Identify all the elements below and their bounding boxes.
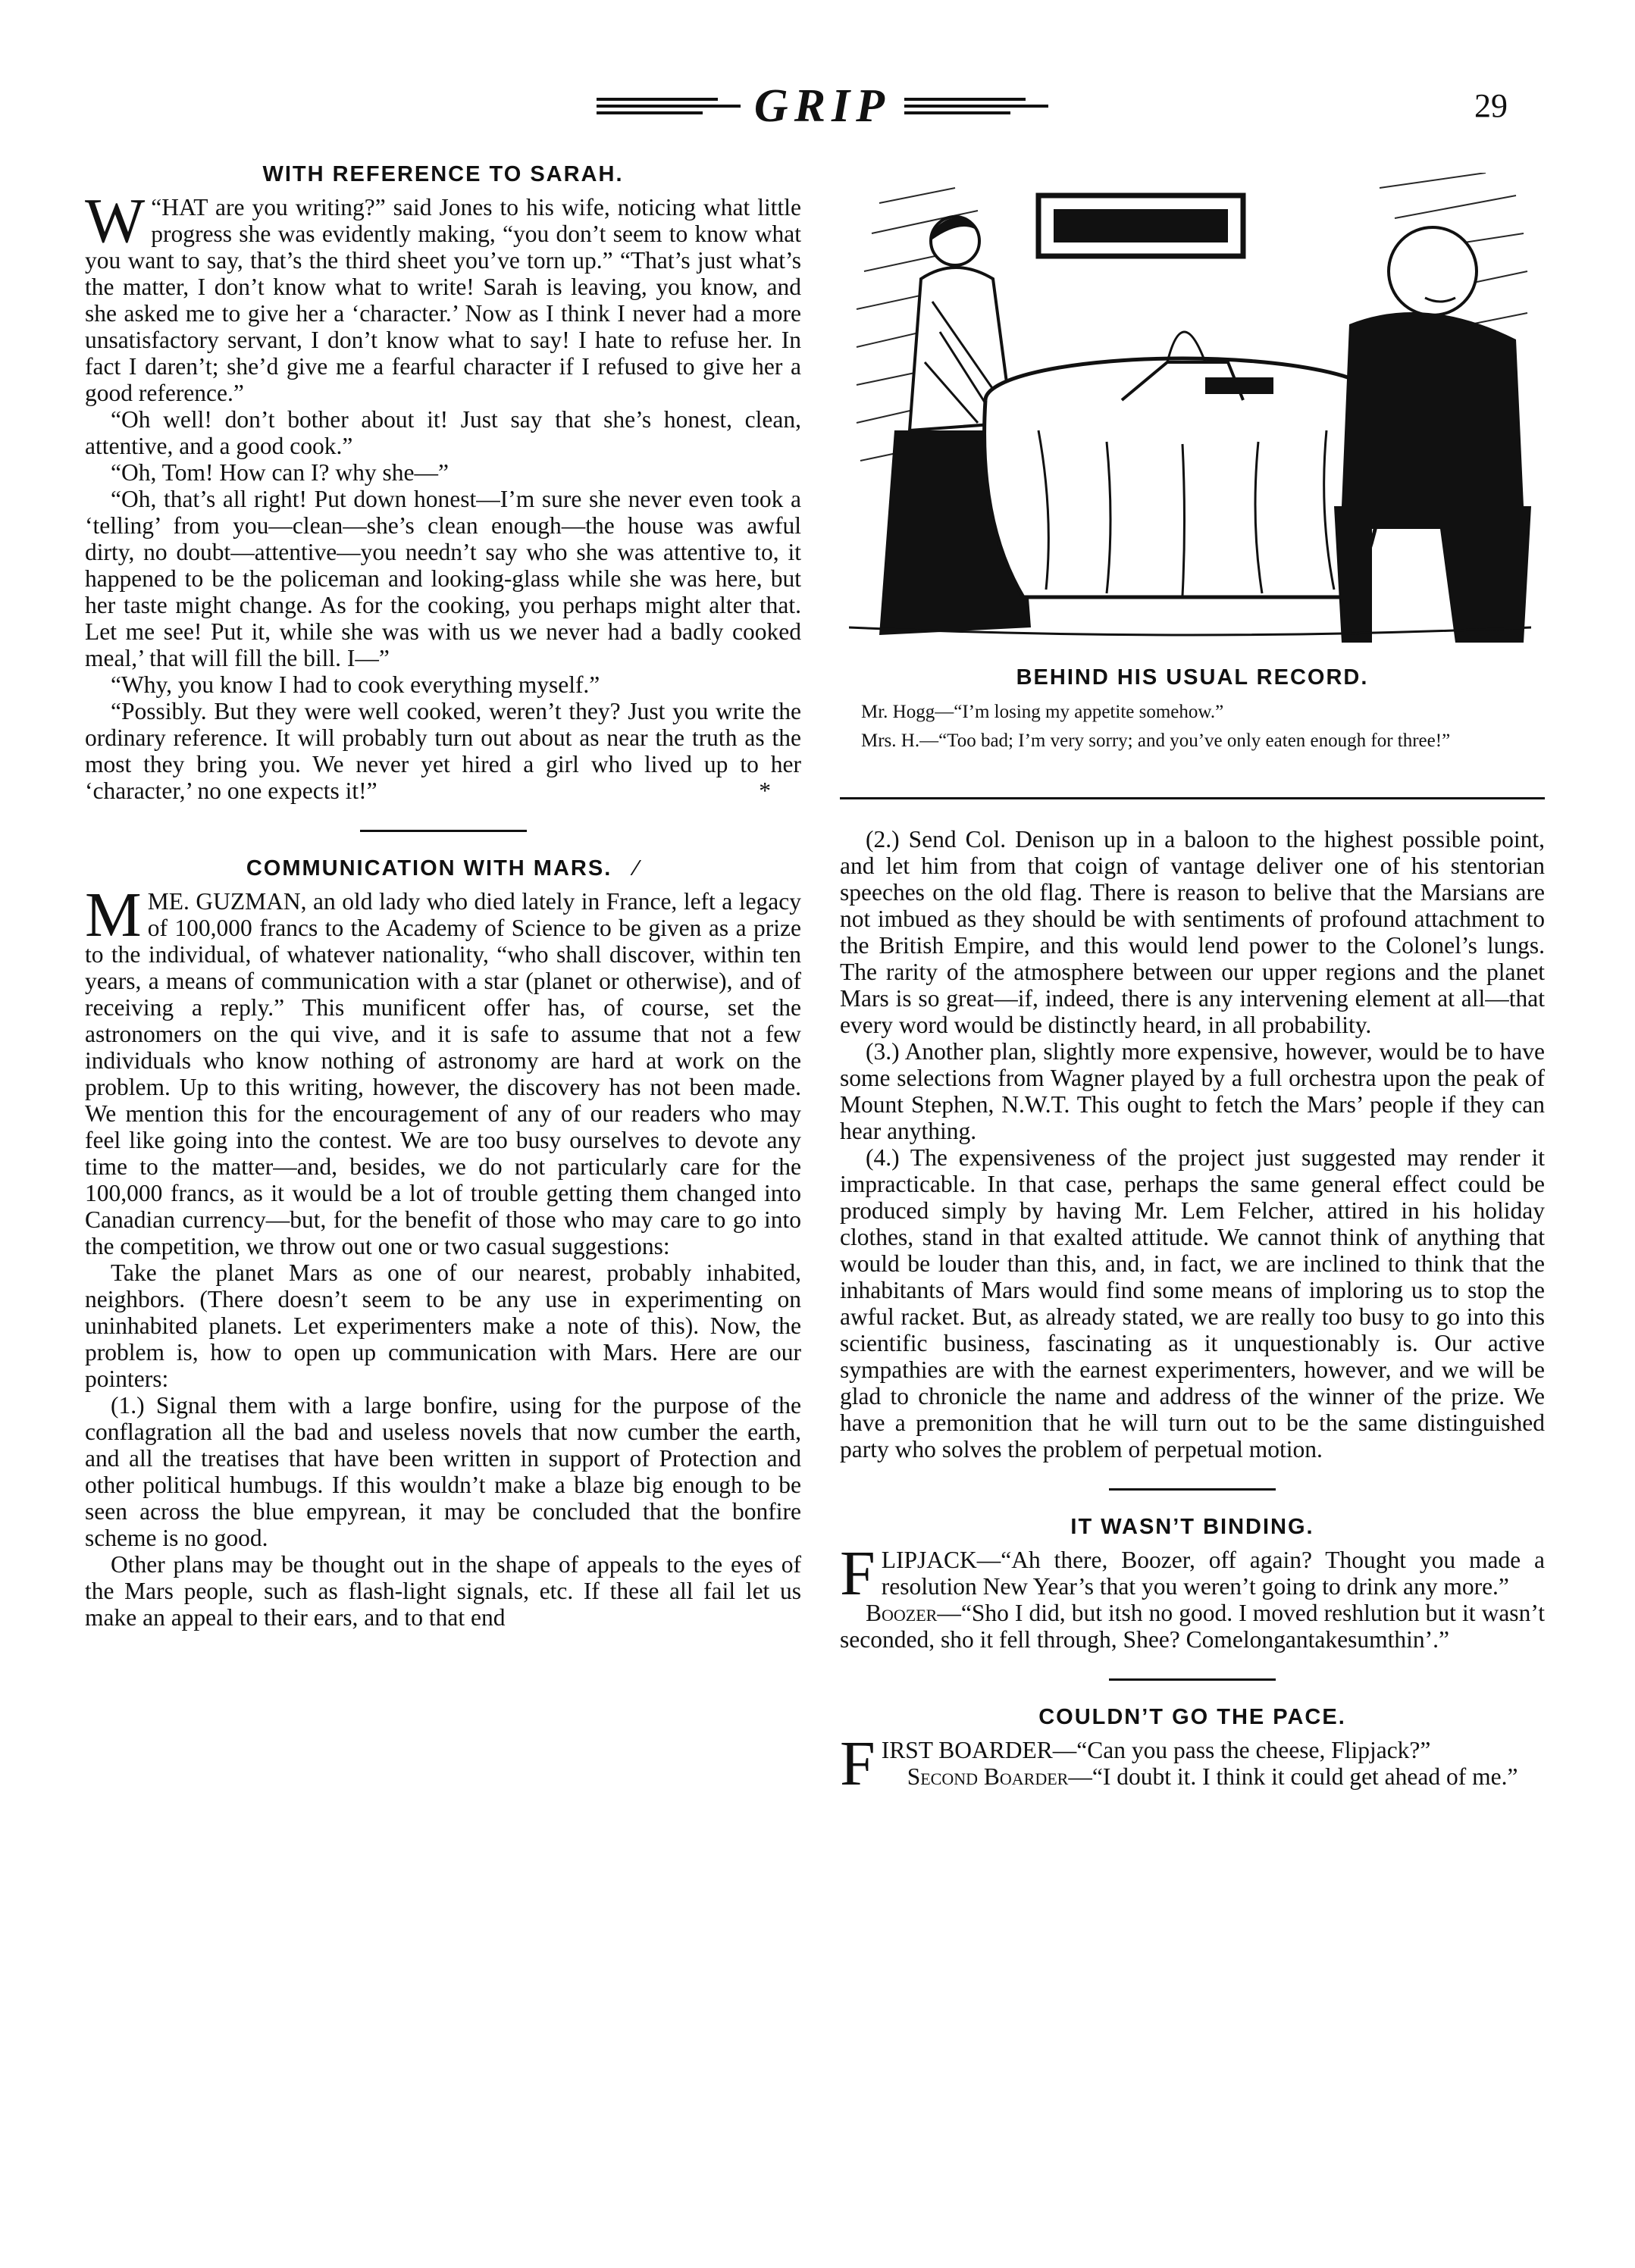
sarah-signoff: *	[759, 777, 771, 804]
mars-heading-mark: ⁄	[634, 856, 641, 881]
sarah-paragraph-2: “Oh well! don’t bother about it! Just say that she’s honest, clean, attentive, and a good cook.”	[85, 406, 801, 459]
sarah-paragraph-5: “Why, you know I had to cook everything myself.”	[111, 671, 600, 698]
caption-rule	[840, 797, 1545, 799]
separator-rule	[360, 830, 527, 832]
sarah-dropcap: W	[85, 186, 146, 256]
left-column	[85, 161, 801, 1631]
pace-dropcap: F	[840, 1728, 875, 1799]
sarah-heading: WITH REFERENCE TO SARAH.	[262, 162, 624, 186]
wall-picture	[1054, 209, 1228, 242]
masthead	[576, 80, 1069, 133]
masthead-title: GRIP	[753, 80, 891, 132]
sarah-paragraph-1	[85, 186, 801, 406]
mars-right-paragraph-2: (3.) Another plan, slightly more expensive, however, would be to have some selections from Wagner played by a full orchestra upon the peak of Mount Stephen, N.W.T. This ought to fetch the Mars’ people if they can hear anything.	[840, 1038, 1545, 1144]
separator-rule-3	[1109, 1678, 1276, 1681]
mars-paragraph-4: Other plans may be thought out in the shape of appeals to the eyes of the Mars people, such as flash-light signals, etc. If these all fail let us make an appeal to their ears, and to that end	[85, 1551, 801, 1631]
binding-heading: IT WASN’T BINDING.	[1070, 1515, 1314, 1539]
mars-dropcap: M	[85, 880, 142, 950]
binding-p1-text: LIPJACK—“Ah there, Boozer, off again? Thought you made a resolution New Year’s that you weren’t going to drink any more.”	[881, 1547, 1545, 1600]
sarah-open-quote: “	[151, 194, 162, 221]
pace-paragraph-2	[840, 1763, 1545, 1790]
sarah-p1-text: HAT are you writing?” said Jones to his wife, noticing what little progress she was evidently making, “you don’t seem to know what you want to say, that’s the third sheet you’ve torn up.” “That’s just what’s the matter, I don’t know what to write! Sarah is leaving, you know, and she asked me to give her a ‘character.’ Now as I think I never had a more unsatisfactory servant, I don’t know what to say! I hate to refuse her. In fact I daren’t; she’d give me a fearful character if I refused to give her a good reference.”	[85, 194, 801, 406]
separator-rule-2	[1109, 1488, 1276, 1491]
cartoon-illustration	[849, 173, 1531, 658]
mars-paragraph-3: (1.) Signal them with a large bonfire, using for the purpose of the conflagration all the bad and useless novels that now cumber the earth, and all the treatises that have been written in support of Protection and other political humbugs. If this wouldn’t make a blaze big enough to be seen across the blue empyrean, it may be concluded that the bonfire scheme is no good.	[85, 1392, 801, 1551]
right-column	[840, 826, 1545, 1799]
pace-speaker: Second Boarder	[907, 1763, 1069, 1790]
pace-p1-text: IRST BOARDER—“Can you pass the cheese, Flipjack?”	[881, 1737, 1431, 1763]
mars-p1-text: ME. GUZMAN, an old lady who died lately in France, left a legacy of 100,000 francs to the Academy of Science to be given as a prize to the individual, of whatever nationality, “who shall discover, within ten years, a means of communication with a star (planet or otherwise), and of receiving a reply.” This munificent offer has, of course, set the astronomers on the qui vive, and it is safe to assume that not a few individuals who know nothing of astronomy are hard at work on the problem. Up to this writing, however, the discovery has not been made. We mention this for the encouragement of any of our readers who may feel like going into the contest. We are too busy ourselves to devote any time to the matter—and, besides, we do not particularly care for the 100,000 francs, as it would be a lot of trouble getting them changed into Canadian currency—but, for the benefit of those who may care to go into the competition, we throw out one or two casual suggestions:	[85, 888, 801, 1259]
binding-dropcap: F	[840, 1538, 875, 1609]
mars-heading	[85, 855, 801, 882]
mars-heading-text: COMMUNICATION WITH MARS.	[246, 856, 612, 881]
dining-table	[985, 332, 1383, 597]
cartoon-line-2: Mrs. H.—“Too bad; I’m very sorry; and you’ve only eaten enough for three!”	[861, 730, 1451, 751]
cartoon-caption	[840, 701, 1545, 759]
binding-speaker: Boozer	[866, 1600, 938, 1626]
masthead-rules-left	[597, 98, 741, 114]
sarah-paragraph-6	[85, 698, 801, 804]
mars-paragraph-1	[85, 880, 801, 1259]
sarah-p6-text: “Possibly. But they were well cooked, weren’t they? Just you write the ordinary reference. It will probably turn out about as near the truth as the most they bring you. We never yet hired a girl who lived up to her ‘character,’ no one expects it!”	[85, 698, 801, 804]
cartoon-line-1: Mr. Hogg—“I’m losing my appetite somehow.”	[861, 702, 1224, 722]
sarah-paragraph-4: “Oh, that’s all right! Put down honest—I’m sure she never even took a ‘telling’ from you—clean—she’s clean enough—the house was awful dirty, no doubt—attentive—you needn’t say who she was attentive to, it happened to be the policeman and looking-glass while she was here, but her taste might change. As for the cooking, you perhaps might alter that. Let me see! Put it, while she was with us we never had a badly cooked meal,’ that will fill the bill. I—”	[85, 486, 801, 671]
mars-right-paragraph-1: (2.) Send Col. Denison up in a baloon to the highest possible point, and let him from that coign of vantage deliver one of his stentorian speeches on the old flag. There is reason to belive that the Marsians are not imbued as they should be with sentiments of profound attachment to the British Empire, and this would lend power to the Colonel’s lungs. The rarity of the atmosphere between our upper regions and the planet Mars is so great—if, indeed, there is any intervening element at all—that every word would be distinctly heard, in all probability.	[840, 826, 1545, 1038]
binding-paragraph-1	[840, 1538, 1545, 1609]
cartoon-title: BEHIND HIS USUAL RECORD.	[1016, 665, 1369, 690]
mars-right-paragraph-3: (4.) The expensiveness of the project just suggested may render it impracticable. In that case, perhaps the same general effect could be produced simply by having Mr. Lem Felcher, attired in his holiday clothes, stand in that exalted attitude. We cannot think of anything that would be louder than this, and, in fact, we are inclined to think that the inhabitants of Mars would find some means of imploring us to stop the awful racket. But, as already stated, we are really too busy to go into this scientific business, fascinating as it unquestionably is. Our active sympathies are with the earnest experimenters, however, and we will be glad to chronicle the name and address of the winner of the prize. We have a premonition that he will turn out to be the same distinguished party who solves the problem of perpetual motion.	[840, 1144, 1545, 1462]
sarah-paragraph-3: “Oh, Tom! How can I? why she—”	[111, 459, 449, 486]
binding-paragraph-2	[840, 1600, 1545, 1653]
mars-paragraph-2: Take the planet Mars as one of our nearest, probably inhabited, neighbors. (There doesn’t seem to be any use in experimenting on uninhabited planets. Let experimenters make a note of this). Now, the problem is, how to open up communication with Mars. Here are our pointers:	[85, 1259, 801, 1392]
binding-p2-text: —“Sho I did, but itsh no good. I moved reshlution but it wasn’t seconded, sho it fell through, Shee? Comelongantakesumthin’.”	[840, 1600, 1545, 1653]
masthead-rules-right	[904, 98, 1048, 114]
pace-p2-text: —“I doubt it. I think it could get ahead of me.”	[1068, 1763, 1518, 1790]
pace-heading: COULDN’T GO THE PACE.	[1038, 1705, 1346, 1729]
page-number: 29	[1474, 87, 1508, 124]
